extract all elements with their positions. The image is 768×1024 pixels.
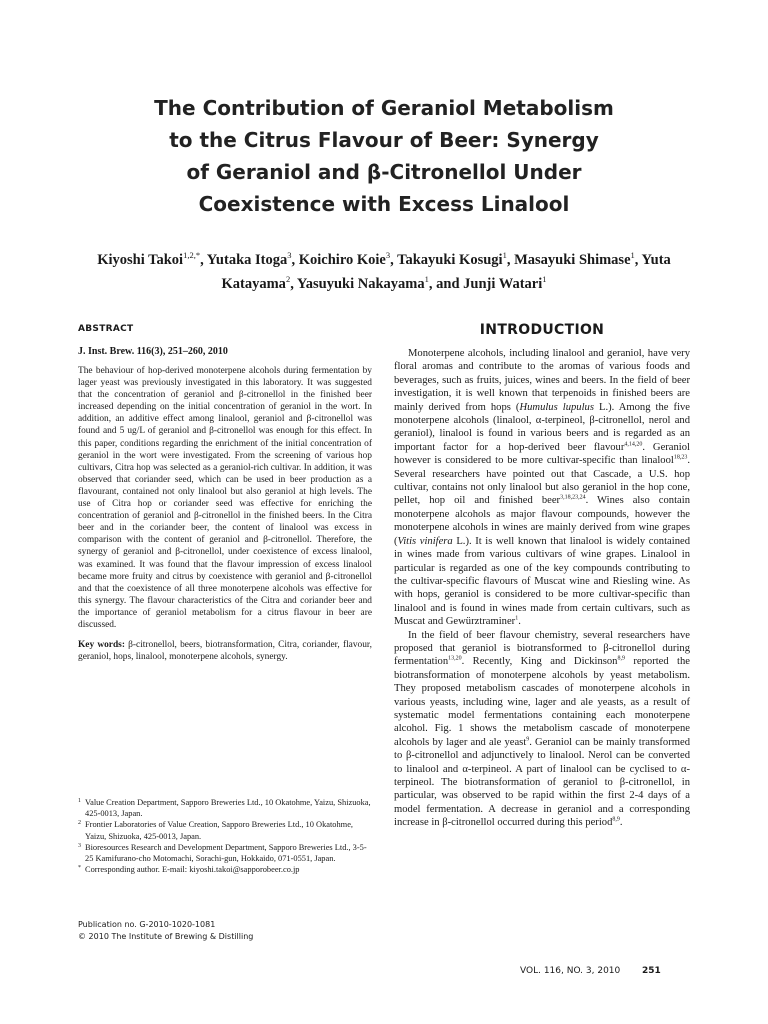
abstract-heading: ABSTRACT [78, 324, 134, 334]
author-conjunction: and [436, 276, 460, 292]
author: Kiyoshi Takoi [97, 252, 184, 268]
text-run: . Geraniol however is considered to be more cultivar-specific than linalool [394, 441, 690, 467]
abstract-body: The behaviour of hop-derived monoterpene alcohols during fermentation by lager yeast was previously investigated in this laboratory. It was suggested that the concentration of geraniol and β-citronellol in the finished beer increased depending on the initial concentration of geraniol in the wort. In addition, an additive effect among linalool, geraniol and β-citronellol was found and 5 ug/L of geraniol and β-citronellol was enough for this effect. In this paper, conditions regarding the enrichment of the initial concentration of geraniol in the wort were investigated. From the screening of various hop cultivars, Citra hop was selected as a geraniol-rich cultivar. In addition, it was observed that coriander seed, which can be used in beer production as a flavourant, contained not only linalool but also geraniol at high levels. The use of Citra hop or coriander seed was effective for enriching the concentration of geraniol and β-citronellol in the finished beers. In the Citra beer and in the coriander beer, the content of linalool was excess in comparison with the content of geraniol and β-citronellol. Therefore, the synergy of geraniol and β-citronellol, under coexistence of excess linalool, was examined. It was found that the flavour impression of excess linalool became more fruity and citrus by coexistence with geraniol and β-citronellol and that the coexistence of all three monoterpene alcohols was effective for this synergy. The flavour characteristics of the Citra and coriander beer and the importance of geraniol metabolism for a citrus flavour in beer are discussed. [78, 366, 372, 630]
author-affiliation: 3 [287, 250, 292, 261]
paper-title [60, 92, 708, 220]
introduction-heading: INTRODUCTION [479, 322, 605, 338]
footnote-mark: 3 [78, 842, 81, 849]
author-affiliation: 2 [285, 274, 291, 285]
introduction-paragraph [394, 347, 690, 629]
author: Yuta Katayama [221, 252, 671, 292]
citation: 13,20 [448, 655, 462, 662]
footnote-mark: 2 [78, 820, 81, 827]
author-affiliation: 1,2,* [183, 250, 201, 261]
citation: 8,9 [612, 816, 620, 823]
author-affiliation: 1 [630, 250, 635, 261]
footnote-mark: 1 [78, 798, 81, 804]
author: Yutaka Itoga [206, 252, 288, 268]
publication-number: Publication no. G-2010-1020-1081 [78, 920, 216, 929]
text-run: . [518, 616, 521, 628]
keywords-label: Key words: [78, 640, 125, 651]
page-number: 251 [642, 966, 661, 976]
footnote-text: Corresponding author. E-mail: kiyoshi.takoi@sapporobeer.co.jp [85, 865, 300, 875]
text-run: . [619, 817, 623, 829]
copyright-notice: © 2010 The Institute of Brewing & Distilling [78, 932, 254, 941]
title-line: of Geraniol and β-Citronellol Under [186, 160, 582, 184]
author-affiliation: 1 [502, 250, 507, 261]
footnote [78, 842, 372, 864]
title-line: Coexistence with Excess Linalool [198, 192, 570, 216]
citation: 9 [526, 736, 530, 743]
footnote-text: Frontier Laboratories of Value Creation, Sapporo Breweries Ltd., 10 Okatohme, Yaizu, Shizuoka, 425-0013, Japan. [85, 820, 354, 841]
journal-reference: J. Inst. Brew. 116(3), 251–260, 2010 [78, 346, 228, 357]
author: Takayuki Kosugi [397, 252, 503, 268]
text-run: Monoterpene alcohols, including linalool and geraniol, have very floral aromas and contribute to the aromas of various foods and beverages, such as fruits, juices, wines and beers. In the field of beer investigation, it is well known that terpenoids in finished beers are mainly derived from hops ( [394, 348, 690, 413]
author: Junji Watari [463, 276, 543, 292]
author-list: Kiyoshi Takoi$^{1,2,*}$, Yutaka Itoga$^3$, Koichiro Koie$^3$, Takayuki Kosugi$^1$, Masayuki Shimase$^1$, Yuta Katayama$^2$, Yasuyuki Nakayama$^1$, and Junji Watari$^1$ [97, 250, 671, 292]
author-affiliation: 1 [424, 274, 429, 285]
footnote-text: Value Creation Department, Sapporo Breweries Ltd., 10 Okatohme, Yaizu, Shizuoka, 425-0013, Japan. [85, 798, 371, 819]
volume-info: VOL. 116, NO. 3, 2010 [520, 966, 621, 976]
publication-info [78, 919, 372, 943]
footnote [78, 864, 372, 875]
text-run: In the field of beer flavour chemistry, several researchers have proposed that geraniol is biotransformed to β-citronellol during fermentation [394, 629, 690, 668]
latin-name: Vitis vinifera [397, 535, 453, 547]
title-line: to the Citrus Flavour of Beer: Synergy [169, 128, 599, 152]
text-run: . Several researchers have pointed out that Cascade, a U.S. hop cultivar, contains not only linalool but also geraniol in the hop cone, pellet, hop oil and finished beer [394, 455, 690, 507]
text-run: L.). Among the five monoterpene alcohols (linalool, α-terpineol, β-citronellol, nerol and geraniol), linalool is found in various beers and is regarded as an important factor for a hop-derived beer flavour [394, 401, 691, 453]
introduction-column [394, 322, 690, 830]
keywords-list: β-citronellol, beers, biotransformation, Citra, coriander, flavour, geraniol, hops, linalool, monoterpene alcohols, synergy. [78, 640, 372, 663]
title-line: The Contribution of Geraniol Metabolism [154, 96, 614, 120]
citation: 1 [515, 615, 519, 622]
footnote-mark: * [78, 865, 81, 872]
latin-name: Humulus lupulus [519, 401, 594, 413]
introduction-paragraph [394, 629, 690, 830]
text-run: . Recently, King and Dickinson [461, 656, 618, 668]
author: Koichiro Koie [298, 252, 386, 268]
abstract-column [78, 324, 372, 663]
author-affiliation: 1 [542, 274, 547, 285]
text-run: reported the biotransformation of monoterpene alcohols by yeast metabolism. They proposed metabolism cascades of monoterpene alcohols in various yeasts, including wine, lager and ale yeasts, as a result of systematic model fermentations containing each monoterpene alcohol. Fig. 1 shows the metabolism cascade of monoterpene alcohols by lager and ale yeast [394, 656, 690, 748]
citation: 18,23 [673, 454, 688, 461]
footnote [78, 797, 372, 819]
keywords [78, 639, 372, 663]
text-run: . Wines also contain monoterpene alcohols as major flavour compounds, however the monoterpene alcohols in wines are mainly derived from wine grapes ( [394, 495, 690, 547]
citation: 3,18,23,24 [560, 494, 586, 501]
author: Yasuyuki Nakayama [296, 276, 425, 292]
footnote [78, 819, 372, 841]
text-run: . Geraniol can be mainly transformed to β-citronellol and adjunctively to linalool. Nerol can be converted to linalool and α-terpineol. A part of linalool can be cyclised to α-terpineol. The biotransformation of geraniol to β-citronellol, in particular, was observed to be rapid within the first 2-4 days of a model fermentation. A decrease in geraniol and a corresponding increase in β-citronellol occurred during this period [394, 736, 690, 829]
citation: 4,14,20 [624, 441, 643, 448]
author: Masayuki Shimase [514, 252, 631, 268]
affiliation-footnotes [78, 797, 372, 875]
citation: 8,9 [617, 655, 625, 662]
author-affiliation: 3 [385, 250, 391, 261]
text-run: L.). It is well known that linalool is widely contained in wines made from various cultivars of wine grapes. Linalool in particular is regarded as one of the key compounds contributing to the cultivar-specific flavours of Muscat wine and Riesling wine. As with hops, geraniol is considered to be more cultivar-specific than linalool and is found in wines made from certain cultivars, such as Muscat and Gewürztraminer [394, 535, 690, 628]
footnote-text: Bioresources Research and Development Department, Sapporo Breweries Ltd., 3-5-25 Kamifurano-cho Motomachi, Sorachi-gun, Hokkaido, 071-0551, Japan. [85, 842, 367, 864]
